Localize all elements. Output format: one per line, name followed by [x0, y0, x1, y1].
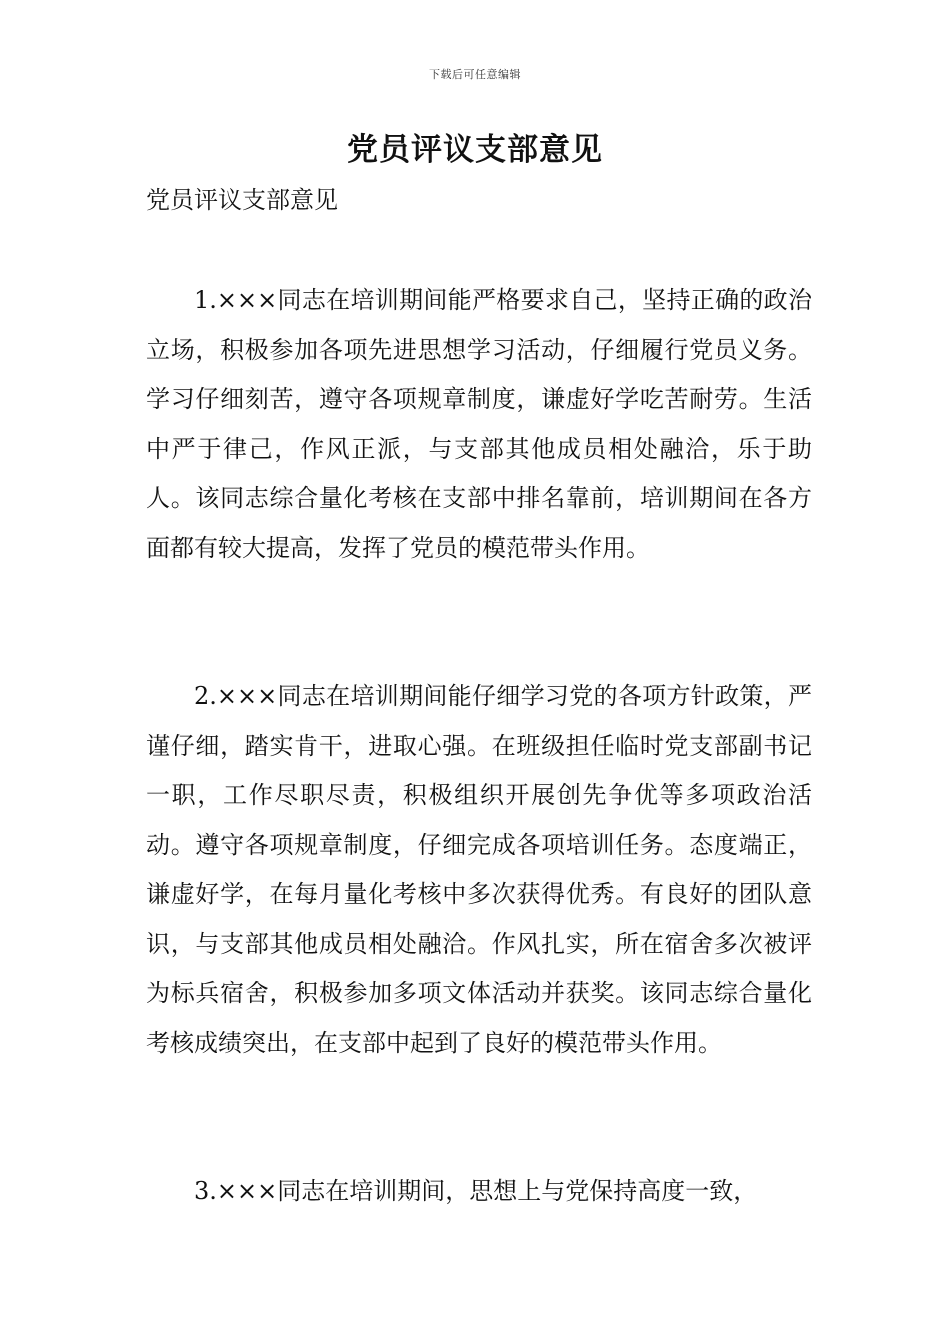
paragraph-1: 1.×××同志在培训期间能严格要求自己，坚持正确的政治立场，积极参加各项先进思想学习活动，仔细履行党员义务。学习仔细刻苦，遵守各项规章制度，谦虚好学吃苦耐劳。生活中严于律己，作风正派，与支部其他成员相处融洽，乐于助人。该同志综合量化考核在支部中排名靠前，培训期间在各方面都有较大提高，发挥了党员的模范带头作用。 — [146, 286, 812, 562]
document-subtitle: 党员评议支部意见 — [146, 186, 338, 214]
header-note: 下载后可任意编辑 — [429, 68, 521, 81]
paragraph-2: 2.×××同志在培训期间能仔细学习党的各项方针政策，严谨仔细，踏实肯干，进取心强。在班级担任临时党支部副书记一职，工作尽职尽责，积极组织开展创先争优等多项政治活动。遵守各项规章制度，仔细完成各项培训任务。态度端正，谦虚好学，在每月量化考核中多次获得优秀。有良好的团队意识，与支部其他成员相处融洽。作风扎实，所在宿舍多次被评为标兵宿舍，积极参加多项文体活动并获奖。该同志综合量化考核成绩突出，在支部中起到了良好的模范带头作用。 — [146, 682, 812, 1057]
paragraph-3: 3.×××同志在培训期间，思想上与党保持高度一致， — [194, 1177, 758, 1205]
document-title: 党员评议支部意见 — [347, 132, 603, 168]
